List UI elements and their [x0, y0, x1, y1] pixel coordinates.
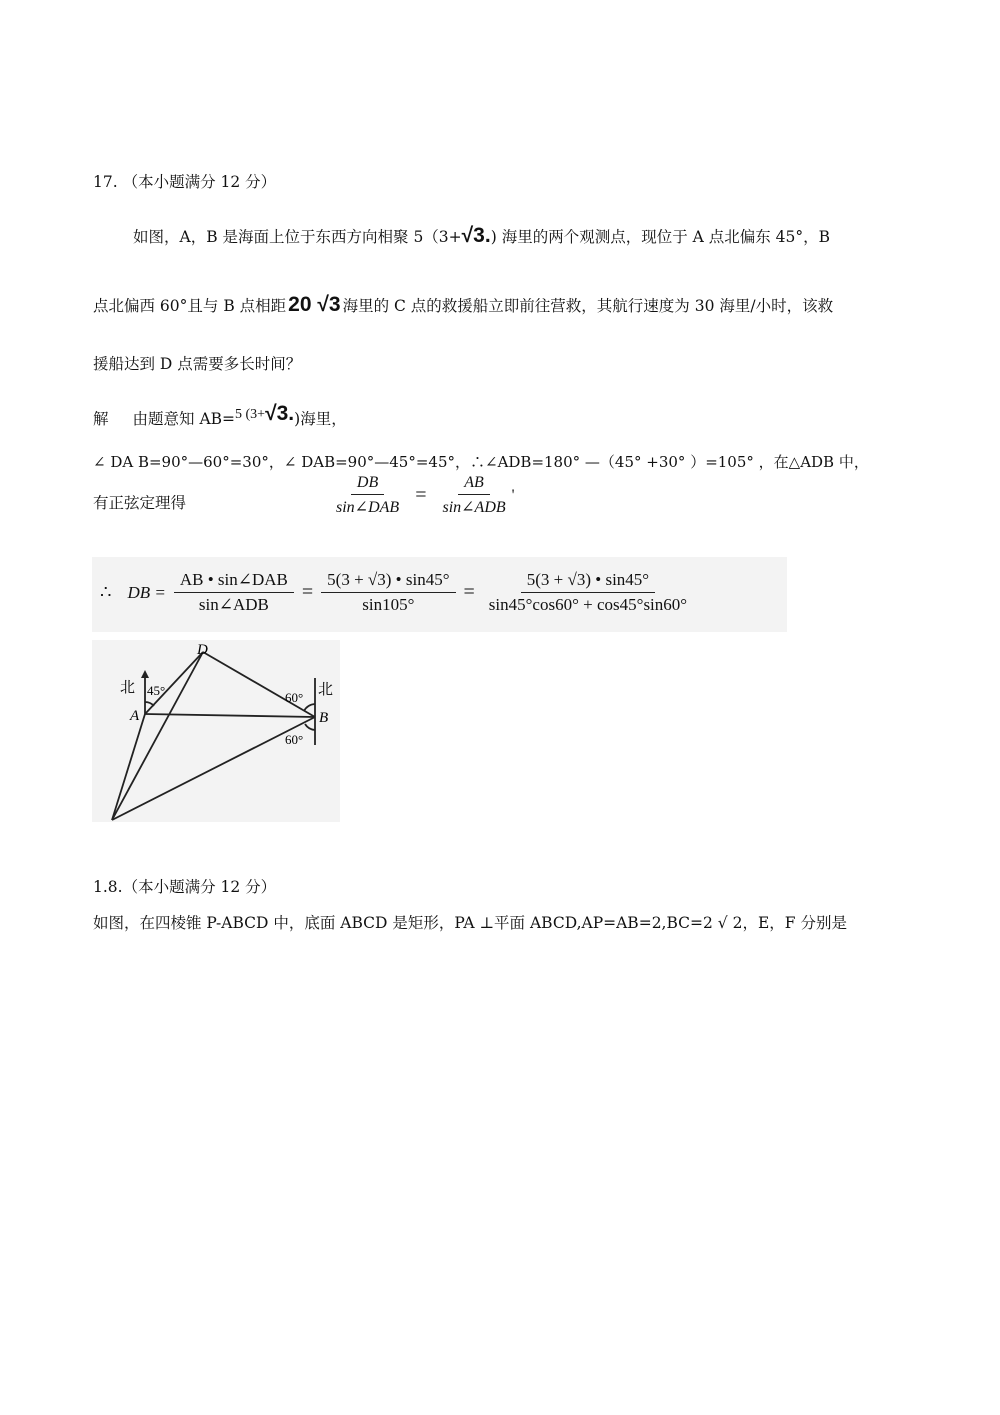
db-fraction-1-den: sin∠ADB [198, 595, 269, 614]
sine-law-right-den: sin∠ADB [442, 499, 506, 516]
sine-law-tail: ' [511, 486, 515, 504]
solution-paren: ) [294, 410, 301, 428]
solution-unit: 海里， [300, 410, 347, 428]
db-eq-2: = [463, 581, 475, 603]
q17-line3: 援船达到 D 点需要多长时间？ [93, 355, 302, 373]
q17-line1-paren: ) [490, 228, 497, 246]
angle-label-b-bottom: 60° [285, 732, 304, 747]
sine-law-right-num: AB [458, 474, 490, 495]
db-fraction-3-num: 5(3 + √3) • sin45° [521, 570, 655, 593]
q17-line1-sqrt: √3. [461, 224, 491, 247]
solution-sqrt: √3. [265, 402, 295, 425]
db-fraction-2 [321, 570, 455, 615]
north-arrowhead-a [141, 670, 149, 678]
q17-line1-pre: 如图，A，B 是海面上位于东西方向相聚 5（3+ [133, 228, 462, 246]
q18-line1: 如图，在四棱锥 P-ABCD 中，底面 ABCD 是矩形，PA ⊥平面 ABCD,AP=AB=2,BC=2 √ 2，E，F 分别是 [93, 914, 847, 932]
sine-law-left-fraction [330, 474, 405, 517]
db-fraction-2-den: sin105° [362, 595, 415, 614]
db-formula [100, 570, 693, 615]
sine-law-right-fraction [436, 474, 511, 517]
q17-line2-pre: 点北偏西 60°且与 B 点相距 [93, 297, 287, 315]
angle-label-b-top: 60° [285, 690, 304, 705]
q18-header: 1.8.（本小题满分 12 分） [93, 878, 277, 896]
db-eq-1: = [301, 581, 314, 603]
point-b-label: B [319, 710, 329, 726]
triangle-figure [92, 640, 340, 822]
north-label-a: 北 [120, 678, 136, 696]
q17-line1 [133, 224, 830, 248]
segment-ab [145, 714, 315, 717]
q17-line2-math: 20 √3 [288, 293, 341, 316]
q17-line2 [93, 293, 833, 317]
solution-label: 解 [93, 410, 109, 428]
north-label-b: 北 [318, 680, 334, 698]
angle-arc-b-bottom [305, 724, 315, 730]
sine-law-formula [330, 474, 515, 517]
solution-math: 5 (3+ [235, 407, 266, 422]
q17-angles-line: ∠ DA B=90°—60°=30°，∠ DAB=90°—45°=45°，∴∠ADB=180° —（45° +30° ）=105° ，在△ADB 中， [93, 453, 869, 471]
angle-arc-a [145, 702, 154, 706]
db-fraction-1-num: AB • sin∠DAB [174, 570, 294, 593]
point-d-label: D [197, 642, 208, 658]
db-fraction-3-den: sin45°cos60° + cos45°sin60° [488, 595, 688, 614]
solution-text: 由题意知 AB= [132, 410, 236, 428]
db-lhs: DB = [127, 582, 166, 602]
sine-law-text: 有正弦定理得 [93, 494, 187, 512]
db-fraction-3 [483, 570, 693, 615]
q17-line1-post: 海里的两个观测点，现位于 A 点北偏东 45°，B [496, 228, 831, 246]
db-fraction-2-num: 5(3 + √3) • sin45° [321, 570, 455, 593]
therefore-symbol: ∴ [100, 582, 112, 602]
sine-law-left-den: sin∠DAB [336, 499, 400, 516]
q17-header: 17. （本小题满分 12 分） [93, 173, 277, 191]
q17-solution-line [93, 402, 347, 430]
point-a-label: A [130, 708, 140, 724]
angle-label-a: 45° [147, 683, 166, 698]
sine-law-left-num: DB [351, 474, 384, 495]
segment-db [203, 652, 315, 717]
angle-arc-b-top [304, 704, 315, 711]
sine-law-eq: = [415, 484, 427, 506]
q17-line2-post: 海里的 C 点的救援船立即前往营救，其航行速度为 30 海里/小时，该救 [342, 297, 834, 315]
db-fraction-1 [174, 570, 294, 615]
